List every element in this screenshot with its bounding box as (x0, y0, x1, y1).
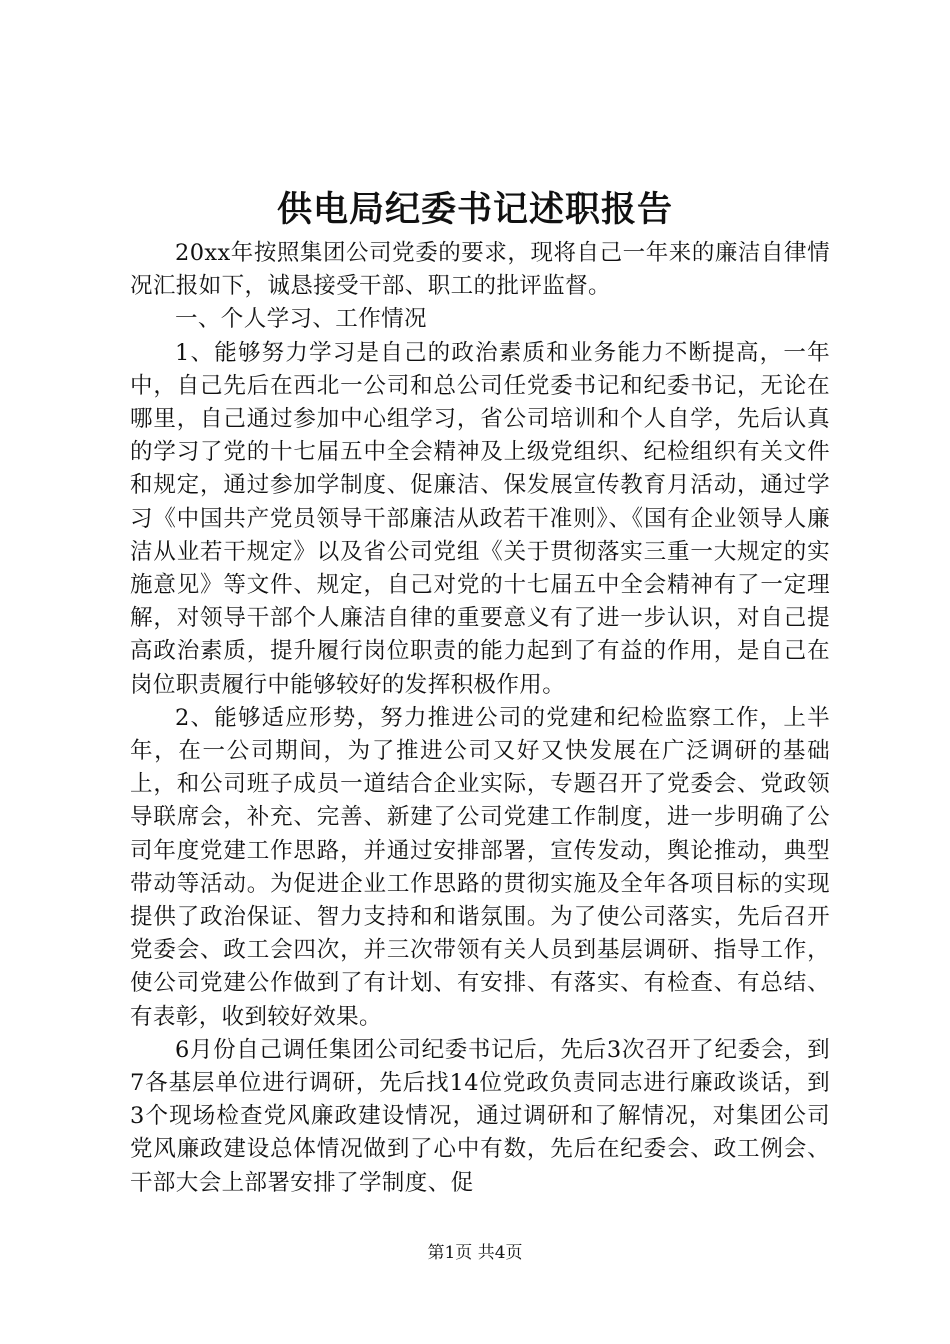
document-title: 供电局纪委书记述职报告 (276, 189, 673, 230)
paragraph-party-building: 2、能够适应形势，努力推进公司的党建和纪检监察工作，上半年，在一公司期间，为了推进公司又好又快发展在广泛调研的基础上，和公司班子成员一道结合企业实际，专题召开了党委会、党政领导联席会，补充、完善、新建了公司党建工作制度，进一步明确了公司年度党建工作思路，并通过安排部署，宣传发动，舆论推动，典型带动等活动。为促进企业工作思路的贯彻实施及全年各项目标的实现提供了政治保证、智力支持和和谐氛围。为了使公司落实，先后召开党委会、政工会四次，并三次带领有关人员到基层调研、指导工作，使公司党建公作做到了有计划、有安排、有落实、有检查、有总结、有表彰，收到较好效果。 (130, 704, 830, 1030)
intro-paragraph: 20xx年按照集团公司党委的要求，现将自己一年来的廉洁自律情况汇报如下，诚恳接受干部、职工的批评监督。 (130, 240, 830, 300)
section-heading-study-work: 一、个人学习、工作情况 (175, 306, 427, 333)
paragraph-discipline-commission: 6月份自己调任集团公司纪委书记后，先后3次召开了纪委会，到7各基层单位进行调研，先后找14位党政负责同志进行廉政谈话，到3个现场检查党风廉政建设情况，通过调研和了解情况，对集团公司党风廉政建设总体情况做到了心中有数，先后在纪委会、政工例会、干部大会上部署安排了学制度、促 (130, 1036, 830, 1196)
paragraph-study: 1、能够努力学习是自己的政治素质和业务能力不断提高，一年中，自己先后在西北一公司和总公司任党委书记和纪委书记，无论在哪里，自己通过参加中心组学习，省公司培训和个人自学，先后认真的学习了党的十七届五中全会精神及上级党组织、纪检组织有关文件和规定，通过参加学制度、促廉洁、保发展宣传教育月活动，通过学习《中国共产党员领导干部廉洁从政若干准则》、《国有企业领导人廉洁从业若干规定》以及省公司党组《关于贯彻落实三重一大规定的实施意见》等文件、规定，自己对党的十七届五中全会精神有了一定理解，对领导干部个人廉洁自律的重要意义有了进一步认识，对自己提高政治素质，提升履行岗位职责的能力起到了有益的作用，是自己在岗位职责履行中能够较好的发挥积极作用。 (130, 339, 830, 698)
page-number-footer: 第1页 共4页 (427, 1243, 523, 1263)
document-body (130, 237, 830, 1200)
